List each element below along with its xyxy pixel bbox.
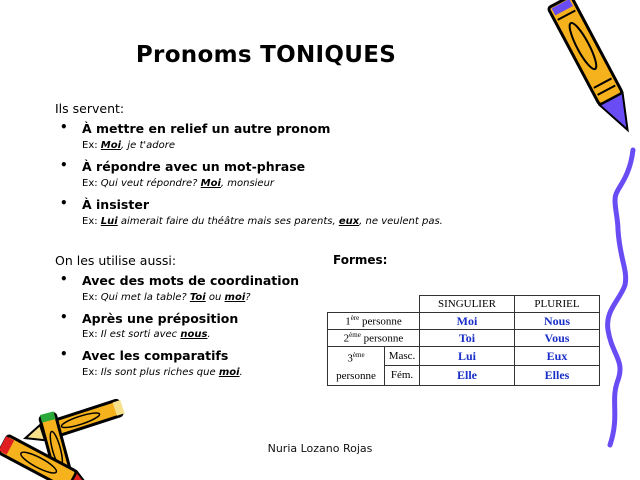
squiggle-line: [608, 150, 633, 445]
cell-singulier: Toi: [420, 330, 515, 347]
cell-singulier: Lui: [420, 347, 515, 366]
bullet: •: [60, 158, 68, 172]
section2-heading: On les utilise aussi:: [55, 253, 177, 268]
bullet: •: [60, 196, 68, 210]
cell-pluriel: Elles: [515, 366, 600, 385]
section1-item-2-example: Ex: Lui aimerait faire du théâtre mais ses parents, eux, ne veulent pas.: [82, 216, 443, 227]
crossed-pencils-icon: [0, 385, 130, 480]
bullet: •: [60, 120, 68, 134]
section1-item-1-label: À répondre avec un mot-phrase: [82, 159, 306, 174]
bullet: •: [60, 310, 68, 324]
cell-pluriel: Nous: [515, 313, 600, 330]
section1-heading: Ils servent:: [55, 101, 125, 116]
section2-item-2-label: Avec les comparatifs: [82, 348, 229, 363]
gender-label: Masc.: [385, 347, 420, 366]
bullet: •: [60, 272, 68, 286]
section2-item-1-example: Ex: Il est sorti avec nous.: [82, 329, 211, 340]
row-label: 2ème personne: [328, 330, 420, 347]
cell-pluriel: Vous: [515, 330, 600, 347]
gender-label: Fém.: [385, 366, 420, 385]
bullet: •: [60, 347, 68, 361]
formes-heading: Formes:: [333, 253, 388, 267]
section2-item-2-example: Ex: Ils sont plus riches que moi.: [82, 367, 243, 378]
section2-item-0-label: Avec des mots de coordination: [82, 273, 300, 288]
yellow-pencil-icon: [500, 0, 640, 480]
column-header-singulier: SINGULIER: [420, 296, 515, 313]
cell-singulier: Moi: [420, 313, 515, 330]
cell-pluriel: Eux: [515, 347, 600, 366]
section2-item-0-example: Ex: Qui met la table? Toi ou moi?: [82, 292, 251, 303]
section1-item-0-label: À mettre en relief un autre pronom: [82, 121, 331, 136]
footer-author: Nuria Lozano Rojas: [267, 442, 373, 455]
section1-item-0-example: Ex: Moi, je t'adore: [82, 140, 176, 151]
cell-singulier: Elle: [420, 366, 515, 385]
row-label: 1ère personne: [328, 313, 420, 330]
section1-item-2-label: À insister: [82, 197, 149, 212]
column-header-pluriel: PLURIEL: [515, 296, 600, 313]
section2-item-1-label: Après une préposition: [82, 311, 239, 326]
slide-title: Pronoms TONIQUES: [135, 42, 397, 68]
section1-item-1-example: Ex: Qui veut répondre? Moi, monsieur: [82, 178, 275, 189]
row-label: 3ème personne: [328, 347, 385, 386]
